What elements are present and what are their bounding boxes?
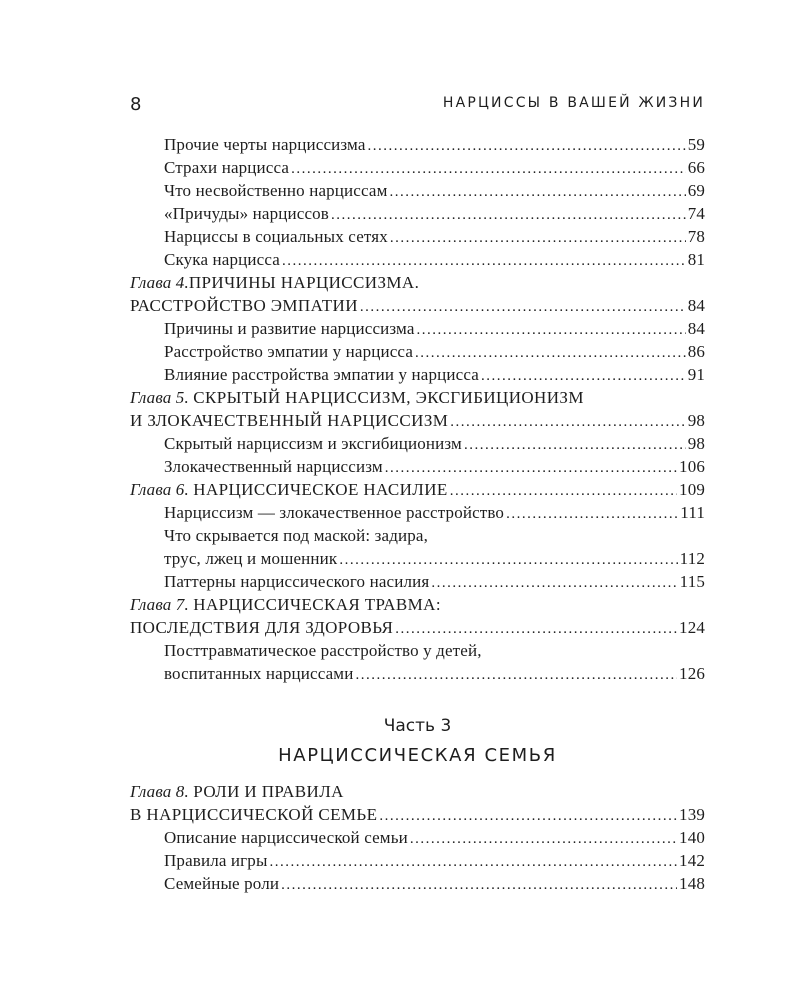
toc-entry-page: 112: [679, 549, 705, 568]
chapter-label: Глава 6.: [130, 480, 189, 499]
toc-entry-page: 86: [687, 342, 705, 361]
toc-entry-title: Расстройство эмпатии у нарцисса: [164, 342, 414, 361]
toc-entry: [130, 570, 705, 593]
toc-entry-title: Посттравматическое расстройство у детей,: [164, 641, 482, 660]
toc-entry-title: «Причуды» нарциссов: [164, 204, 329, 223]
toc-entry-page: 78: [687, 227, 705, 246]
toc-entry-title: Злокачественный нарциссизм: [164, 457, 383, 476]
chapter-title: НАРЦИССИЧЕСКОЕ НАСИЛИЕ: [193, 480, 448, 499]
toc-entry-title: Нарциссы в социальных сетях: [164, 227, 388, 246]
dot-leader: [450, 411, 685, 434]
chapter-title-continued: В НАРЦИССИЧЕСКОЙ СЕМЬЕ: [130, 805, 378, 824]
toc-entry: [130, 432, 705, 455]
toc-entry-page: 124: [679, 618, 705, 637]
toc-chapter-entry: [130, 616, 705, 639]
toc-entry-title: Скука нарцисса: [164, 250, 280, 269]
toc-entry-page: 126: [679, 664, 705, 683]
toc-entry-title: Описание нарциссической семьи: [164, 828, 408, 847]
toc-chapter-heading: [130, 780, 705, 803]
chapter-title-continued: И ЗЛОКАЧЕСТВЕННЫЙ НАРЦИССИЗМ: [130, 411, 449, 430]
toc-entry: [130, 872, 705, 895]
dot-leader: [379, 805, 677, 828]
toc-entry-page: 148: [679, 874, 705, 893]
dot-leader: [355, 664, 677, 687]
toc-entry: [130, 202, 705, 225]
chapter-title: РОЛИ И ПРАВИЛА: [193, 782, 344, 801]
toc-chapter-entry: [130, 478, 705, 501]
part-title: НАРЦИССИЧЕСКАЯ СЕМЬЯ: [278, 745, 557, 766]
toc-entry-page: 106: [679, 457, 705, 476]
toc-entry-page: 91: [687, 365, 705, 384]
toc-entry-page: 74: [687, 204, 705, 223]
toc-entry: [130, 662, 705, 685]
toc-entry: [130, 849, 705, 872]
dot-leader: [331, 204, 686, 227]
toc-entry: [130, 179, 705, 202]
toc-entry-line: [130, 524, 705, 547]
dot-leader: [431, 572, 677, 595]
dot-leader: [390, 181, 686, 204]
dot-leader: [415, 342, 686, 365]
toc-entry-title: Причины и развитие нарциссизма: [164, 319, 415, 338]
toc-entry: [130, 501, 705, 524]
dot-leader: [385, 457, 677, 480]
dot-leader: [410, 828, 677, 851]
toc-entry-title: Прочие черты нарциссизма: [164, 135, 366, 154]
toc-entry-page: 84: [687, 296, 705, 315]
toc-entry-title: Страхи нарцисса: [164, 158, 290, 177]
toc-entry-title: Правила игры: [164, 851, 268, 870]
dot-leader: [281, 874, 677, 897]
dot-leader: [395, 618, 677, 641]
toc-entry-page: 59: [687, 135, 705, 154]
dot-leader: [339, 549, 677, 572]
chapter-label: Глава 4.: [130, 273, 189, 292]
toc-entry-page: 139: [679, 805, 705, 824]
page-header: [130, 94, 705, 118]
dot-leader: [368, 135, 686, 158]
chapter-label: Глава 5.: [130, 388, 189, 407]
chapter-title: ПРИЧИНЫ НАРЦИССИЗМА.: [188, 273, 420, 292]
toc-entry-page: 81: [687, 250, 705, 269]
dot-leader: [464, 434, 686, 457]
chapter-label: Глава 8.: [130, 782, 189, 801]
toc-entry: [130, 133, 705, 156]
page-number: 8: [130, 94, 142, 115]
chapter-label: Глава 7.: [130, 595, 189, 614]
toc-entry: [130, 248, 705, 271]
toc-entry-page: 84: [687, 319, 705, 338]
chapter-title-continued: ПОСЛЕДСТВИЯ ДЛЯ ЗДОРОВЬЯ: [130, 618, 394, 637]
dot-leader: [291, 158, 686, 181]
toc-entry-title: воспитанных нарциссами: [164, 664, 354, 683]
toc-entry-line: [130, 639, 705, 662]
toc-entry-title: Влияние расстройства эмпатии у нарцисса: [164, 365, 479, 384]
toc-entry: [130, 547, 705, 570]
toc-entry-title: Паттерны нарциссического насилия: [164, 572, 430, 591]
toc-entry-title: Скрытый нарциссизм и эксгибиционизм: [164, 434, 462, 453]
toc-entry-title: Семейные роли: [164, 874, 280, 893]
part-label: Часть 3: [383, 716, 452, 736]
chapter-title-continued: РАССТРОЙСТВО ЭМПАТИИ: [130, 296, 358, 315]
dot-leader: [282, 250, 686, 273]
toc-entry: [130, 363, 705, 386]
toc-entry: [130, 225, 705, 248]
toc-entry-page: 111: [680, 503, 705, 522]
toc-entry: [130, 317, 705, 340]
toc-entry-title: Что скрывается под маской: задира,: [164, 526, 428, 545]
toc-entry-title: Нарциссизм — злокачественное расстройство: [164, 503, 505, 522]
table-of-contents-part-3: [130, 780, 705, 895]
table-of-contents: [130, 133, 705, 685]
toc-entry-title: Что несвойственно нарциссам: [164, 181, 388, 200]
chapter-title: НАРЦИССИЧЕСКАЯ ТРАВМА:: [193, 595, 441, 614]
toc-chapter-heading: [130, 593, 705, 616]
dot-leader: [481, 365, 686, 388]
toc-entry: [130, 340, 705, 363]
dot-leader: [390, 227, 686, 250]
toc-chapter-heading: [130, 386, 705, 409]
toc-entry-title: трус, лжец и мошенник: [164, 549, 338, 568]
toc-entry-page: 66: [687, 158, 705, 177]
toc-entry: [130, 826, 705, 849]
dot-leader: [417, 319, 686, 342]
dot-leader: [360, 296, 686, 319]
toc-entry-page: 115: [679, 572, 705, 591]
toc-entry-page: 140: [679, 828, 705, 847]
dot-leader: [450, 480, 677, 503]
toc-entry-page: 98: [687, 434, 705, 453]
toc-entry: [130, 455, 705, 478]
toc-entry-page: 142: [679, 851, 705, 870]
chapter-title: СКРЫТЫЙ НАРЦИССИЗМ, ЭКСГИБИЦИОНИЗМ: [193, 388, 584, 407]
toc-entry-page: 109: [679, 480, 705, 499]
toc-entry-page: 69: [687, 181, 705, 200]
toc-entry-page: 98: [687, 411, 705, 430]
toc-chapter-entry: [130, 803, 705, 826]
dot-leader: [270, 851, 678, 874]
toc-chapter-entry: [130, 294, 705, 317]
toc-chapter-entry: [130, 409, 705, 432]
running-title: НАРЦИССЫ В ВАШЕЙ ЖИЗНИ: [442, 95, 705, 111]
toc-chapter-heading: [130, 271, 705, 294]
dot-leader: [506, 503, 678, 526]
toc-entry: [130, 156, 705, 179]
